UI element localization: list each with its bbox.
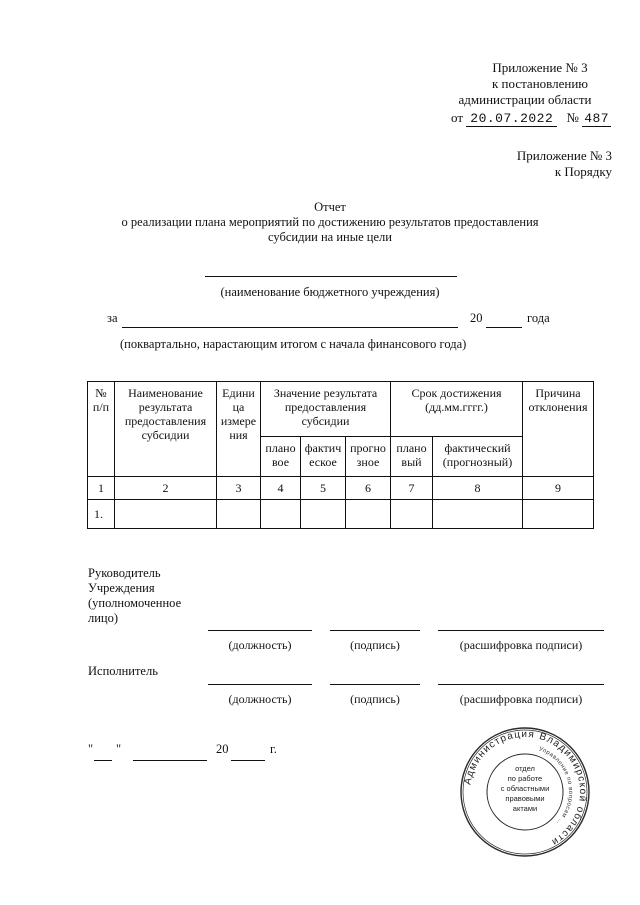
column-number-row	[88, 477, 594, 500]
date-year-prefix: 20	[216, 742, 229, 756]
stamp-center-line: правовыми	[505, 794, 545, 803]
period-year-prefix: 20	[470, 311, 483, 325]
col-header-value-forecast: прогно зное	[346, 437, 391, 477]
table-cell	[433, 500, 523, 529]
table-cell	[391, 500, 433, 529]
resolution-date: 20.07.2022	[466, 111, 557, 127]
col-header-value-group: Значение результата предоставления субсидии	[261, 382, 391, 437]
appendix-order-title: Приложение № 3	[516, 148, 612, 163]
col-header-deadline-planned: плано вый	[391, 437, 433, 477]
head-signature-caption: (подпись)	[350, 638, 400, 652]
col-header-num: № п/п	[88, 382, 115, 477]
stamp-center-line: актами	[512, 804, 538, 813]
col-header-unit: Едини ца измере ния	[217, 382, 261, 477]
head-position-line	[208, 630, 312, 631]
table-cell	[115, 500, 217, 529]
period-prefix: за	[107, 311, 118, 325]
date-month-line	[133, 760, 207, 761]
resolution-number: 487	[584, 111, 610, 126]
column-number: 8	[433, 477, 523, 500]
executor-signature-caption: (подпись)	[350, 692, 400, 706]
table-cell	[523, 500, 594, 529]
stamp-center-line: отдел	[515, 764, 535, 773]
head-label-line4: лицо)	[88, 611, 119, 625]
column-number: 6	[346, 477, 391, 500]
executor-position-line	[208, 684, 312, 685]
appendix-administration: администрации области	[458, 92, 592, 107]
column-number: 3	[217, 477, 261, 500]
table-cell	[217, 500, 261, 529]
head-signature-line	[330, 630, 420, 631]
col-header-deadline-group: Срок достижения (дд.мм.гггг.)	[391, 382, 523, 437]
table-cell	[346, 500, 391, 529]
col-header-value-planned: плано вое	[261, 437, 301, 477]
column-number: 7	[391, 477, 433, 500]
table-cell	[301, 500, 346, 529]
col-header-deadline-actual: фактический (прогнозный)	[433, 437, 523, 477]
report-title-line2: о реализации плана мероприятий по достижению результатов предоставления	[121, 215, 539, 229]
column-number: 4	[261, 477, 301, 500]
column-number: 2	[115, 477, 217, 500]
institution-caption: (наименование бюджетного учреждения)	[220, 285, 440, 299]
report-table	[87, 381, 594, 529]
stamp-center-line: с областными	[500, 784, 550, 793]
table-row	[88, 500, 594, 529]
table-cell	[261, 500, 301, 529]
table-cell: 1.	[88, 500, 115, 529]
head-label-line1: Руководитель	[88, 566, 161, 580]
head-decoding-caption: (расшифровка подписи)	[459, 638, 583, 652]
date-quote-close: "	[116, 742, 122, 756]
period-caption: (поквартально, нарастающим итогом с начала финансового года)	[120, 337, 467, 351]
appendix-to-order: к Порядку	[554, 164, 612, 179]
number-prefix: №	[566, 110, 579, 125]
executor-decoding-line	[438, 684, 604, 685]
date-prefix: от	[451, 110, 464, 125]
institution-name-line	[205, 276, 457, 277]
period-year-suffix: года	[527, 311, 550, 325]
report-title-line3: субсидии на иные цели	[268, 230, 392, 244]
stamp-center-line: по работе	[507, 774, 543, 783]
col-header-reason: Причина отклонения	[523, 382, 594, 477]
column-number: 5	[301, 477, 346, 500]
column-number: 9	[523, 477, 594, 500]
head-label-line2: Учреждения	[88, 581, 155, 595]
head-decoding-line	[438, 630, 604, 631]
stamp-inner-ring-text: Управление по вопросам …	[537, 746, 574, 826]
official-stamp	[458, 725, 592, 859]
col-header-value-actual: фактич еское	[301, 437, 346, 477]
period-year-line	[486, 327, 522, 328]
col-header-name: Наименование результата предоставления субсидии	[115, 382, 217, 477]
stamp-ring-text: Администрация Владимирской области	[462, 728, 589, 848]
appendix-to-resolution: к постановлению	[491, 76, 589, 91]
head-position-caption: (должность)	[228, 638, 292, 652]
date-year-line	[231, 760, 265, 761]
executor-position-caption: (должность)	[228, 692, 292, 706]
report-title: Отчет	[314, 200, 346, 214]
date-day-line	[94, 760, 112, 761]
date-year-suffix: г.	[270, 742, 277, 756]
period-line	[122, 327, 458, 328]
column-number: 1	[88, 477, 115, 500]
resolution-date-line	[451, 110, 611, 126]
date-quote-open: "	[88, 742, 94, 756]
head-label-line3: (уполномоченное	[88, 596, 182, 610]
appendix-title: Приложение № 3	[492, 60, 588, 75]
executor-signature-line	[330, 684, 420, 685]
executor-label: Исполнитель	[88, 664, 158, 678]
executor-decoding-caption: (расшифровка подписи)	[459, 692, 583, 706]
